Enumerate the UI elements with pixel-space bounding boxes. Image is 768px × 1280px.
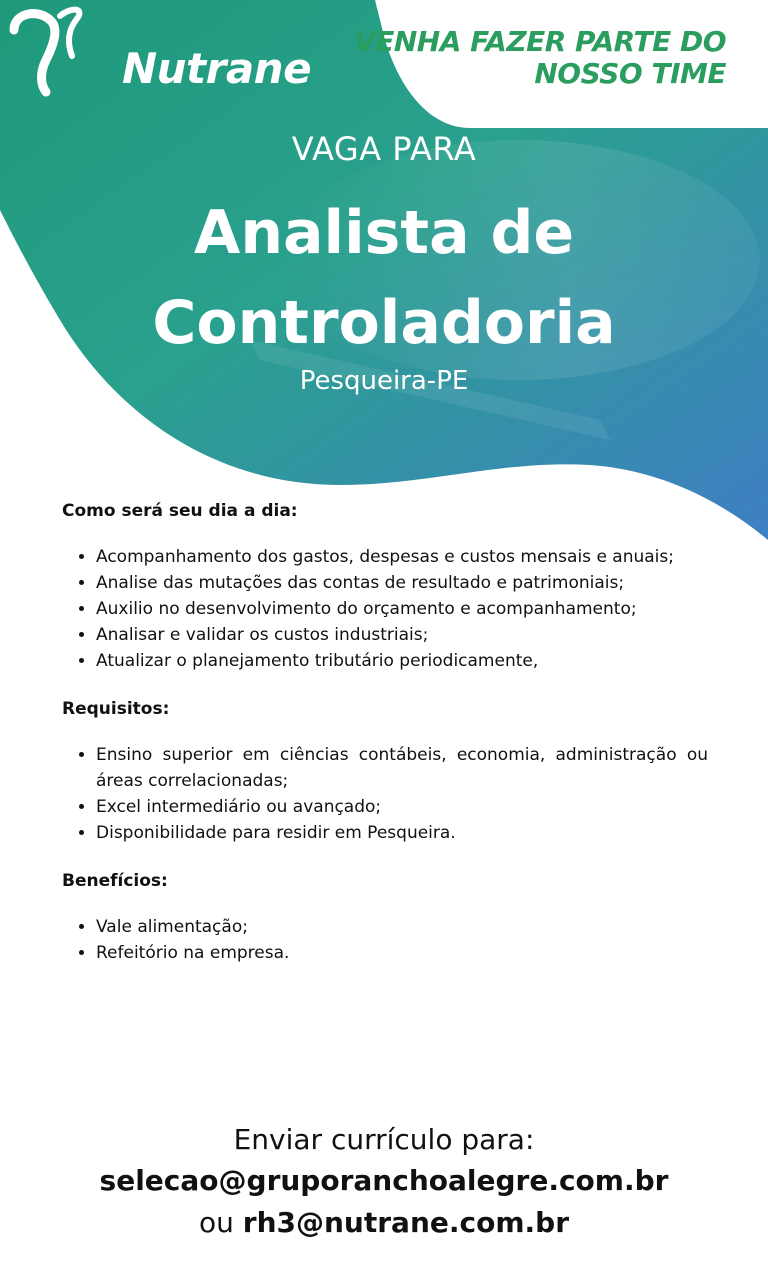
list-item: • Analisar e validar os custos industriais; (96, 622, 708, 648)
alt-email-line (0, 1202, 768, 1244)
list-item: • Ensino superior em ciências contábeis, economia, administração ou áreas correlacionadas; (96, 742, 708, 794)
section-title-requirements: Requisitos: (62, 699, 170, 719)
hero-banner (0, 0, 768, 560)
list-item: • Acompanhamento dos gastos, despesas e custos mensais e anuais; (96, 544, 708, 570)
list-item: • Analise das mutações das contas de resultado e patrimoniais; (96, 570, 708, 596)
email-link-rh3[interactable]: rh3@nutrane.com.br (242, 1206, 570, 1239)
tagline-line1: VENHA FAZER PARTE DO (354, 25, 726, 58)
job-title-line1: Analista de (193, 198, 575, 268)
day-to-day-list (62, 544, 708, 674)
list-item: • Auxilio no desenvolvimento do orçamento e acompanhamento; (96, 596, 708, 622)
job-location: Pesqueira-PE (299, 366, 469, 396)
requirements-list (62, 742, 708, 846)
list-item: • Excel intermediário ou avançado; (96, 794, 708, 820)
section-title-day-to-day: Como será seu dia a dia: (62, 501, 298, 521)
section-title-benefits: Benefícios: (62, 871, 168, 891)
contact-footer (0, 1120, 768, 1244)
or-text: ou (198, 1206, 234, 1239)
benefits-list (62, 914, 708, 966)
list-item: • Vale alimentação; (96, 914, 708, 940)
brand-name: Nutrane (122, 44, 312, 93)
job-title (0, 188, 768, 368)
list-item: • Refeitório na empresa. (96, 940, 708, 966)
email-link-selecao[interactable]: selecao@gruporanchoalegre.com.br (99, 1164, 669, 1197)
vaga-para-label: VAGA PARA (291, 130, 477, 168)
send-resume-label: Enviar currículo para: (233, 1123, 535, 1156)
job-title-line2: Controladoria (152, 288, 616, 358)
job-description (62, 498, 708, 988)
tagline-line2: NOSSO TIME (534, 57, 726, 90)
tagline (354, 26, 726, 90)
list-item: • Disponibilidade para residir em Pesqueira. (96, 820, 708, 846)
list-item: • Atualizar o planejamento tributário periodicamente, (96, 648, 708, 674)
